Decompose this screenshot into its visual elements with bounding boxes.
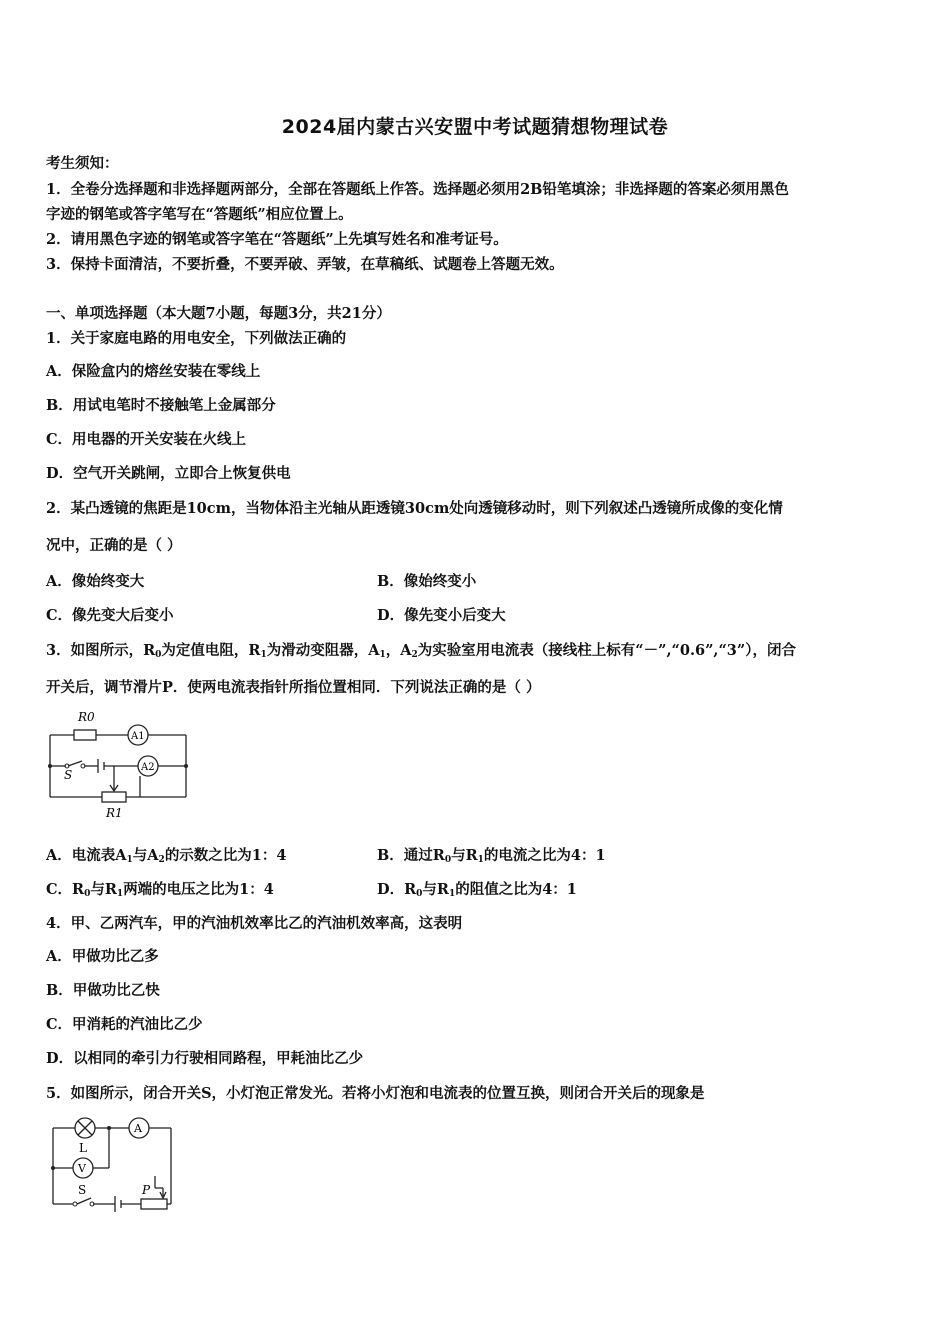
label-lamp: L <box>79 1141 87 1155</box>
q2-option-a: A．像始终变大 <box>46 573 145 590</box>
q4-option-d: D．以相同的牵引力行驶相同路程，甲耗油比乙少 <box>46 1050 364 1067</box>
label-r1: R1 <box>106 806 123 820</box>
label-a2: A2 <box>141 762 155 773</box>
q1-option-a: A．保险盒内的熔丝安装在零线上 <box>46 363 261 380</box>
q4-option-b: B．甲做功比乙快 <box>46 982 160 999</box>
question-4-stem: 4．甲、乙两汽车，甲的汽油机效率比乙的汽油机效率高，这表明 <box>46 915 463 932</box>
q2-option-b: B．像始终变小 <box>377 573 477 590</box>
label-switch: S <box>64 768 73 782</box>
q4-option-a: A．甲做功比乙多 <box>46 948 159 965</box>
q4-option-c: C．甲消耗的汽油比乙少 <box>46 1016 203 1033</box>
label-a1: A1 <box>131 731 145 742</box>
exam-title: 2024届内蒙古兴安盟中考试题猜想物理试卷 <box>281 116 669 138</box>
question-5-stem: 5．如图所示，闭合开关S，小灯泡正常发光。若将小灯泡和电流表的位置互换，则闭合开关后的现象是 <box>46 1085 705 1102</box>
q1-option-b: B．用试电笔时不接触笔上金属部分 <box>46 397 276 414</box>
question-2-stem-cont: 况中，正确的是（ ） <box>46 537 182 554</box>
q3-option-c: C．$R_0$与$R_1$两端的电压之比为1：4 <box>46 881 274 899</box>
notice-item: 3．保持卡面清洁，不要折叠，不要弄破、弄皱，在草稿纸、试题卷上答题无效。 <box>46 256 564 273</box>
label-switch: S <box>78 1183 87 1197</box>
question-1-stem: 1．关于家庭电路的用电安全，下列做法正确的 <box>46 330 347 347</box>
notice-item: 2．请用黑色字迹的钢笔或答字笔在“答题纸”上先填写姓名和准考证号。 <box>46 231 508 248</box>
q5-circuit-diagram <box>45 1112 185 1214</box>
notice-heading: 考生须知： <box>46 155 119 172</box>
question-3-stem: 3．如图所示，$R_0$为定值电阻，$R_1$为滑动变阻器，$A_1$，$A_2$为实验室用电流表（接线柱上标有“－”,“0.6”,“3”），闭合 <box>46 642 796 660</box>
q1-option-d: D．空气开关跳闸，立即合上恢复供电 <box>46 465 291 482</box>
notice-item: 1．全卷分选择题和非选择题两部分，全部在答题纸上作答。选择题必须用2B铅笔填涂；非选择题的答案必须用黑色 <box>46 181 789 198</box>
q2-option-d: D．像先变小后变大 <box>377 607 506 624</box>
q3-option-b: B．通过$R_0$与$R_1$的电流之比为4：1 <box>377 847 606 865</box>
label-ammeter: A <box>134 1122 142 1135</box>
label-voltmeter: V <box>78 1162 86 1175</box>
q2-option-c: C．像先变大后变小 <box>46 607 174 624</box>
question-3-stem-cont: 开关后，调节滑片P．使两电流表指针所指位置相同．下列说法正确的是（ ） <box>46 679 541 696</box>
label-r0: R0 <box>78 710 95 724</box>
question-2-stem: 2．某凸透镜的焦距是10cm，当物体沿主光轴从距透镜30cm处向透镜移动时，则下列叙述凸透镜所成像的变化情 <box>46 500 783 517</box>
q1-option-c: C．用电器的开关安装在火线上 <box>46 431 247 448</box>
q3-circuit-diagram <box>40 705 200 825</box>
q3-option-d: D．$R_0$与$R_1$的阻值之比为4：1 <box>377 881 577 899</box>
label-slider: P <box>142 1183 151 1197</box>
section-heading: 一、单项选择题（本大题7小题，每题3分，共21分） <box>46 305 391 322</box>
q3-option-a: A．电流表$A_1$与$A_2$的示数之比为1：4 <box>46 847 287 865</box>
notice-item: 字迹的钢笔或答字笔写在“答题纸”相应位置上。 <box>46 206 353 223</box>
